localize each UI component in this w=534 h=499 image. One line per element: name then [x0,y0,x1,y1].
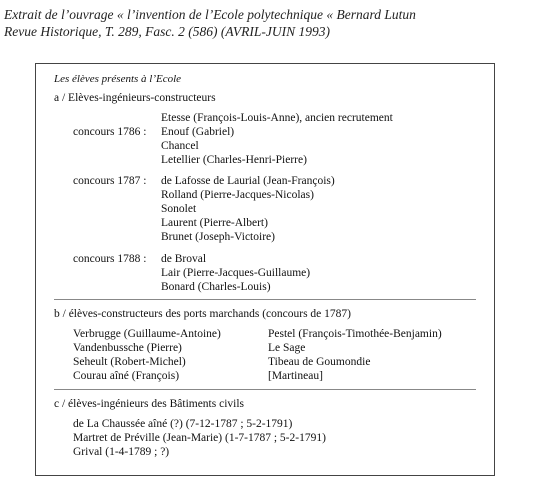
section-a-pre: Etesse (François-Louis-Anne), ancien recrutement [161,112,393,124]
caption-line-1: Extrait de l’ouvrage « l’invention de l’Ecole polytechnique « Bernard Lutun [4,7,416,22]
section-b-label: b / élèves-constructeurs des ports marchands (concours de 1787) [54,308,351,320]
list-item: Tibeau de Goumondie [268,356,371,368]
list-item: Lair (Pierre-Jacques-Guillaume) [161,267,311,279]
section-c-label: c / élèves-ingénieurs des Bâtiments civils [54,398,245,410]
list-item: Grival (1-4-1789 ; ?) [73,446,170,458]
section-divider [54,299,476,300]
list-item: Pestel (François-Timothée-Benjamin) [268,328,442,340]
section-divider [54,389,476,390]
list-item: Laurent (Pierre-Albert) [161,217,268,229]
list-item: Bonard (Charles-Louis) [161,281,271,293]
list-item: [Martineau] [268,370,323,382]
document-heading: Les élèves présents à l’Ecole [54,73,182,85]
document-frame [35,63,495,476]
list-item: de Lafosse de Laurial (Jean-François) [161,175,335,187]
list-item: Rolland (Pierre-Jacques-Nicolas) [161,189,314,201]
section-a-label: a / Elèves-ingénieurs-constructeurs [54,92,216,104]
concours-1788-label: concours 1788 : [73,253,147,265]
list-item: Sonolet [161,203,197,215]
list-item: Brunet (Joseph-Victoire) [161,231,275,243]
list-item: Seheult (Robert-Michel) [73,356,186,368]
concours-1787-label: concours 1787 : [73,175,147,187]
list-item: Verbrugge (Guillaume-Antoine) [73,328,221,340]
list-item: Martret de Préville (Jean-Marie) (1-7-1787 ; 5-2-1791) [73,432,326,444]
list-item: de Broval [161,253,207,265]
caption-line-2: Revue Historique, T. 289, Fasc. 2 (586) (AVRIL-JUIN 1993) [4,24,331,39]
list-item: de La Chaussée aîné (?) (7-12-1787 ; 5-2-1791) [73,418,293,430]
source-caption [4,6,416,40]
list-item: Chancel [161,140,199,152]
list-item: Letellier (Charles-Henri-Pierre) [161,154,307,166]
list-item: Courau aîné (François) [73,370,180,382]
concours-1786-label: concours 1786 : [73,126,147,138]
list-item: Le Sage [268,342,306,354]
list-item: Enouf (Gabriel) [161,126,235,138]
list-item: Vandenbussche (Pierre) [73,342,182,354]
